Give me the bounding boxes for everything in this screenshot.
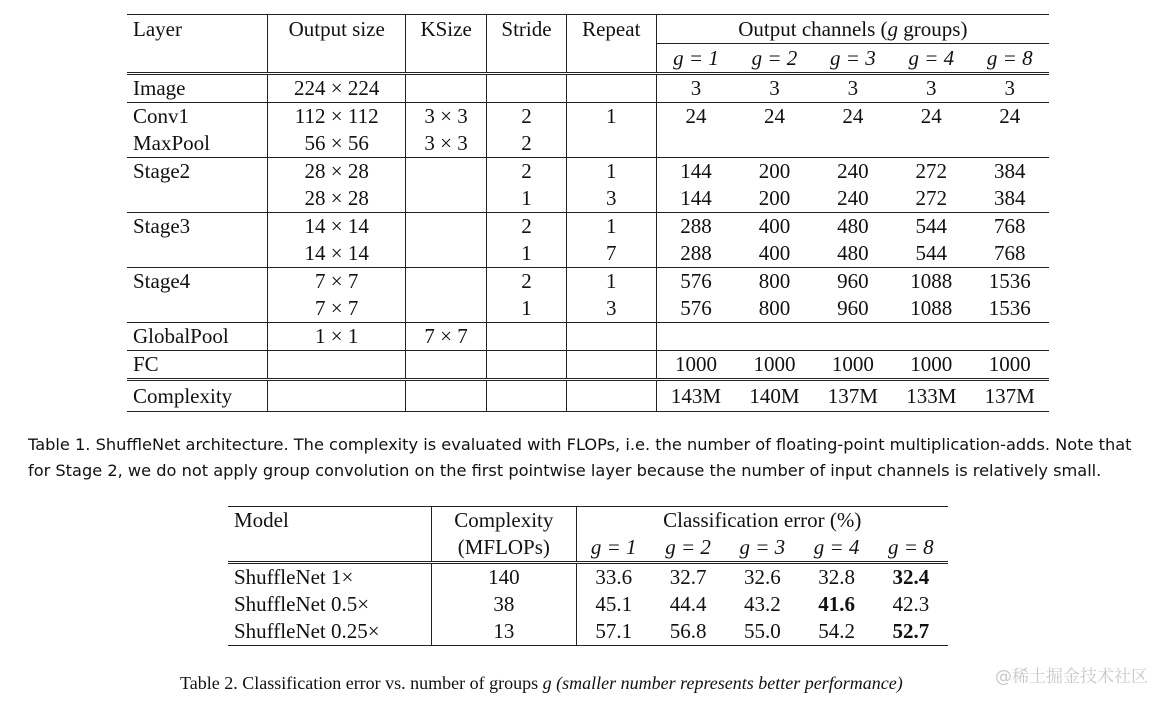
- complexity-cell: 13: [432, 618, 576, 646]
- table-row: [127, 380, 1049, 412]
- layer-cell: Conv1: [127, 103, 268, 131]
- layer-cell: MaxPool: [127, 130, 268, 158]
- output-size-cell: [268, 351, 406, 380]
- channels-cell: 768: [994, 241, 1026, 265]
- ksize-cell: [406, 295, 487, 323]
- channels-cell: 240: [837, 186, 869, 210]
- channels-cell: 1536: [971, 268, 1050, 296]
- layer-cell: GlobalPool: [127, 323, 268, 351]
- error-cell: 32.6: [725, 563, 799, 592]
- group-header: g = 2: [751, 45, 798, 70]
- error-cell: 41.6: [818, 592, 855, 616]
- channels-cell: [735, 130, 813, 158]
- ksize-cell: [406, 351, 487, 380]
- channels-cell: 24: [656, 103, 735, 131]
- channels-cell: 1000: [735, 351, 813, 380]
- channels-cell: 140M: [735, 380, 813, 412]
- model-cell: ShuffleNet 1×: [228, 563, 432, 592]
- layer-cell: Image: [127, 74, 268, 103]
- output-size-cell: 1 × 1: [268, 323, 406, 351]
- table-row: [127, 268, 1049, 296]
- channels-cell: 288: [680, 241, 712, 265]
- table-row: [127, 213, 1049, 241]
- channels-cell: 544: [892, 213, 970, 241]
- table-row: [127, 240, 1049, 268]
- channels-cell: 1000: [656, 351, 735, 380]
- layer-cell: [127, 295, 268, 323]
- repeat-cell: [566, 351, 656, 380]
- ksize-cell: [406, 380, 487, 412]
- output-size-cell: 14 × 14: [268, 213, 406, 241]
- group-header: g = 3: [830, 45, 876, 70]
- channels-cell: 1000: [971, 351, 1050, 380]
- table-row: [228, 618, 948, 646]
- channels-cell: [656, 130, 735, 158]
- ksize-cell: [406, 74, 487, 103]
- error-cell: 55.0: [725, 618, 799, 646]
- stride-cell: 1: [487, 295, 567, 323]
- group-header: g = 2: [665, 535, 711, 559]
- channels-cell: [656, 323, 735, 351]
- watermark: @稀土掘金技术社区: [995, 667, 1148, 687]
- stride-cell: [487, 351, 567, 380]
- repeat-cell: 3: [566, 185, 656, 213]
- channels-cell: 3: [735, 74, 813, 103]
- channels-cell: 3: [892, 74, 970, 103]
- repeat-cell: [566, 130, 656, 158]
- architecture-table: [127, 14, 1049, 412]
- header-output-channels: Output channels (g groups): [656, 15, 1049, 44]
- stride-cell: [487, 74, 567, 103]
- stride-cell: 1: [487, 185, 567, 213]
- header-model: Model: [228, 507, 432, 535]
- channels-cell: [735, 323, 813, 351]
- classification-error-table: [228, 506, 948, 646]
- output-size-cell: 7 × 7: [268, 295, 406, 323]
- ksize-cell: 7 × 7: [406, 323, 487, 351]
- channels-cell: 1088: [892, 268, 970, 296]
- stride-cell: 2: [487, 130, 567, 158]
- channels-cell: 3: [814, 74, 892, 103]
- stride-cell: 2: [487, 213, 567, 241]
- layer-cell: FC: [127, 351, 268, 380]
- table-row: [127, 74, 1049, 103]
- stride-cell: [487, 323, 567, 351]
- table-row: [127, 351, 1049, 380]
- error-cell: 57.1: [576, 618, 651, 646]
- header-classification-error: Classification error (%): [576, 507, 948, 535]
- ksize-cell: [406, 158, 487, 186]
- ksize-cell: [406, 268, 487, 296]
- header-layer: Layer: [127, 15, 268, 44]
- error-cell: 52.7: [874, 618, 948, 646]
- channels-cell: 137M: [971, 380, 1050, 412]
- ksize-cell: [406, 213, 487, 241]
- error-cell: 32.7: [651, 563, 725, 592]
- error-cell: 45.1: [595, 592, 633, 616]
- repeat-cell: [566, 380, 656, 412]
- header-ksize: KSize: [406, 15, 487, 44]
- group-header: g = 4: [908, 45, 955, 70]
- group-header: g = 1: [590, 535, 637, 559]
- channels-cell: 480: [814, 213, 892, 241]
- header-complexity: Complexity: [432, 507, 576, 535]
- table-row: [228, 563, 948, 592]
- channels-cell: 24: [892, 103, 970, 131]
- stride-cell: 2: [487, 268, 567, 296]
- layer-cell: Stage3: [127, 213, 268, 241]
- channels-cell: 3: [971, 74, 1050, 103]
- layer-cell: [127, 240, 268, 268]
- channels-cell: 400: [735, 213, 813, 241]
- table-row: [127, 323, 1049, 351]
- group-header: g = 3: [739, 535, 786, 559]
- channels-cell: 144: [680, 186, 712, 210]
- error-cell: 43.2: [743, 592, 781, 616]
- layer-cell: Complexity: [127, 380, 268, 412]
- channels-cell: [814, 323, 892, 351]
- channels-cell: 3: [656, 74, 735, 103]
- group-header: g = 4: [813, 535, 860, 559]
- complexity-cell: 38: [432, 591, 576, 618]
- stride-cell: 2: [487, 158, 567, 186]
- channels-cell: 137M: [814, 380, 892, 412]
- error-cell: 33.6: [576, 563, 651, 592]
- channels-cell: 1000: [814, 351, 892, 380]
- output-size-cell: 28 × 28: [268, 158, 406, 186]
- channels-cell: 544: [915, 241, 948, 265]
- ksize-cell: 3 × 3: [406, 103, 487, 131]
- error-cell: 56.8: [651, 618, 725, 646]
- error-cell: 42.3: [892, 592, 930, 616]
- channels-cell: 144: [656, 158, 735, 186]
- error-cell: 44.4: [669, 592, 707, 616]
- repeat-cell: 7: [566, 240, 656, 268]
- channels-cell: [892, 130, 970, 158]
- channels-cell: 272: [915, 186, 948, 210]
- channels-cell: [971, 323, 1050, 351]
- table-row: [127, 130, 1049, 158]
- layer-cell: Stage2: [127, 158, 268, 186]
- repeat-cell: [566, 323, 656, 351]
- stride-cell: 2: [487, 103, 567, 131]
- channels-cell: 768: [971, 213, 1050, 241]
- stride-cell: 1: [487, 240, 567, 268]
- repeat-cell: 1: [566, 158, 656, 186]
- channels-cell: 1536: [988, 296, 1031, 320]
- table2-caption: Table 2. Classification error vs. number of groups g (smaller number represents better performance): [180, 673, 903, 693]
- table1-caption: Table 1. ShuffleNet architecture. The complexity is evaluated with FLOPs, i.e. the number of floating-point multiplication-adds. Note that for Stage 2, we do not apply group convolution on the first pointwise layer because the number of input channels is relatively small.: [28, 435, 1132, 480]
- repeat-cell: [566, 74, 656, 103]
- channels-cell: 200: [735, 158, 813, 186]
- ksize-cell: [406, 185, 487, 213]
- error-cell: 54.2: [799, 618, 873, 646]
- stride-cell: [487, 380, 567, 412]
- channels-cell: 1000: [892, 351, 970, 380]
- channels-cell: 400: [758, 241, 791, 265]
- header-repeat: Repeat: [566, 15, 656, 44]
- channels-cell: 200: [758, 186, 791, 210]
- channels-cell: 288: [656, 213, 735, 241]
- table-row: [127, 185, 1049, 213]
- header-mflops: (MFLOPs): [432, 534, 576, 563]
- channels-cell: 24: [735, 103, 813, 131]
- header-stride: Stride: [487, 15, 567, 44]
- output-size-cell: 112 × 112: [268, 103, 406, 131]
- table-row: [127, 158, 1049, 186]
- channels-cell: 143M: [656, 380, 735, 412]
- table-row: [127, 103, 1049, 131]
- output-size-cell: 7 × 7: [268, 268, 406, 296]
- output-size-cell: [268, 380, 406, 412]
- error-cell: 32.8: [799, 563, 873, 592]
- channels-cell: [971, 130, 1050, 158]
- channels-cell: 24: [814, 103, 892, 131]
- channels-cell: 960: [837, 296, 869, 320]
- error-cell: 32.4: [874, 563, 948, 592]
- channels-cell: 133M: [892, 380, 970, 412]
- ksize-cell: [406, 240, 487, 268]
- channels-cell: 384: [971, 158, 1050, 186]
- complexity-cell: 140: [432, 563, 576, 592]
- group-header: g = 8: [986, 45, 1033, 70]
- output-size-cell: 224 × 224: [268, 74, 406, 103]
- ksize-cell: 3 × 3: [406, 130, 487, 158]
- channels-cell: 576: [656, 268, 735, 296]
- channels-cell: 1088: [910, 296, 953, 320]
- model-cell: ShuffleNet 0.25×: [228, 618, 432, 646]
- channels-cell: 800: [735, 268, 813, 296]
- output-size-cell: 28 × 28: [268, 185, 406, 213]
- repeat-cell: 3: [566, 295, 656, 323]
- channels-cell: 480: [837, 241, 869, 265]
- channels-cell: 240: [814, 158, 892, 186]
- channels-cell: [892, 323, 970, 351]
- group-header: g = 8: [888, 535, 934, 559]
- channels-cell: 384: [994, 186, 1026, 210]
- layer-cell: [127, 185, 268, 213]
- channels-cell: 800: [758, 296, 791, 320]
- table-row: [228, 591, 948, 618]
- table-row: [127, 295, 1049, 323]
- channels-cell: 272: [892, 158, 970, 186]
- channels-cell: 24: [971, 103, 1050, 131]
- channels-cell: [814, 130, 892, 158]
- header-output-size: Output size: [268, 15, 406, 44]
- model-cell: ShuffleNet 0.5×: [228, 591, 432, 618]
- output-size-cell: 14 × 14: [268, 240, 406, 268]
- channels-cell: 576: [680, 296, 712, 320]
- repeat-cell: 1: [566, 213, 656, 241]
- layer-cell: Stage4: [127, 268, 268, 296]
- output-size-cell: 56 × 56: [268, 130, 406, 158]
- group-header: g = 1: [673, 45, 719, 70]
- repeat-cell: 1: [566, 268, 656, 296]
- repeat-cell: 1: [566, 103, 656, 131]
- channels-cell: 960: [814, 268, 892, 296]
